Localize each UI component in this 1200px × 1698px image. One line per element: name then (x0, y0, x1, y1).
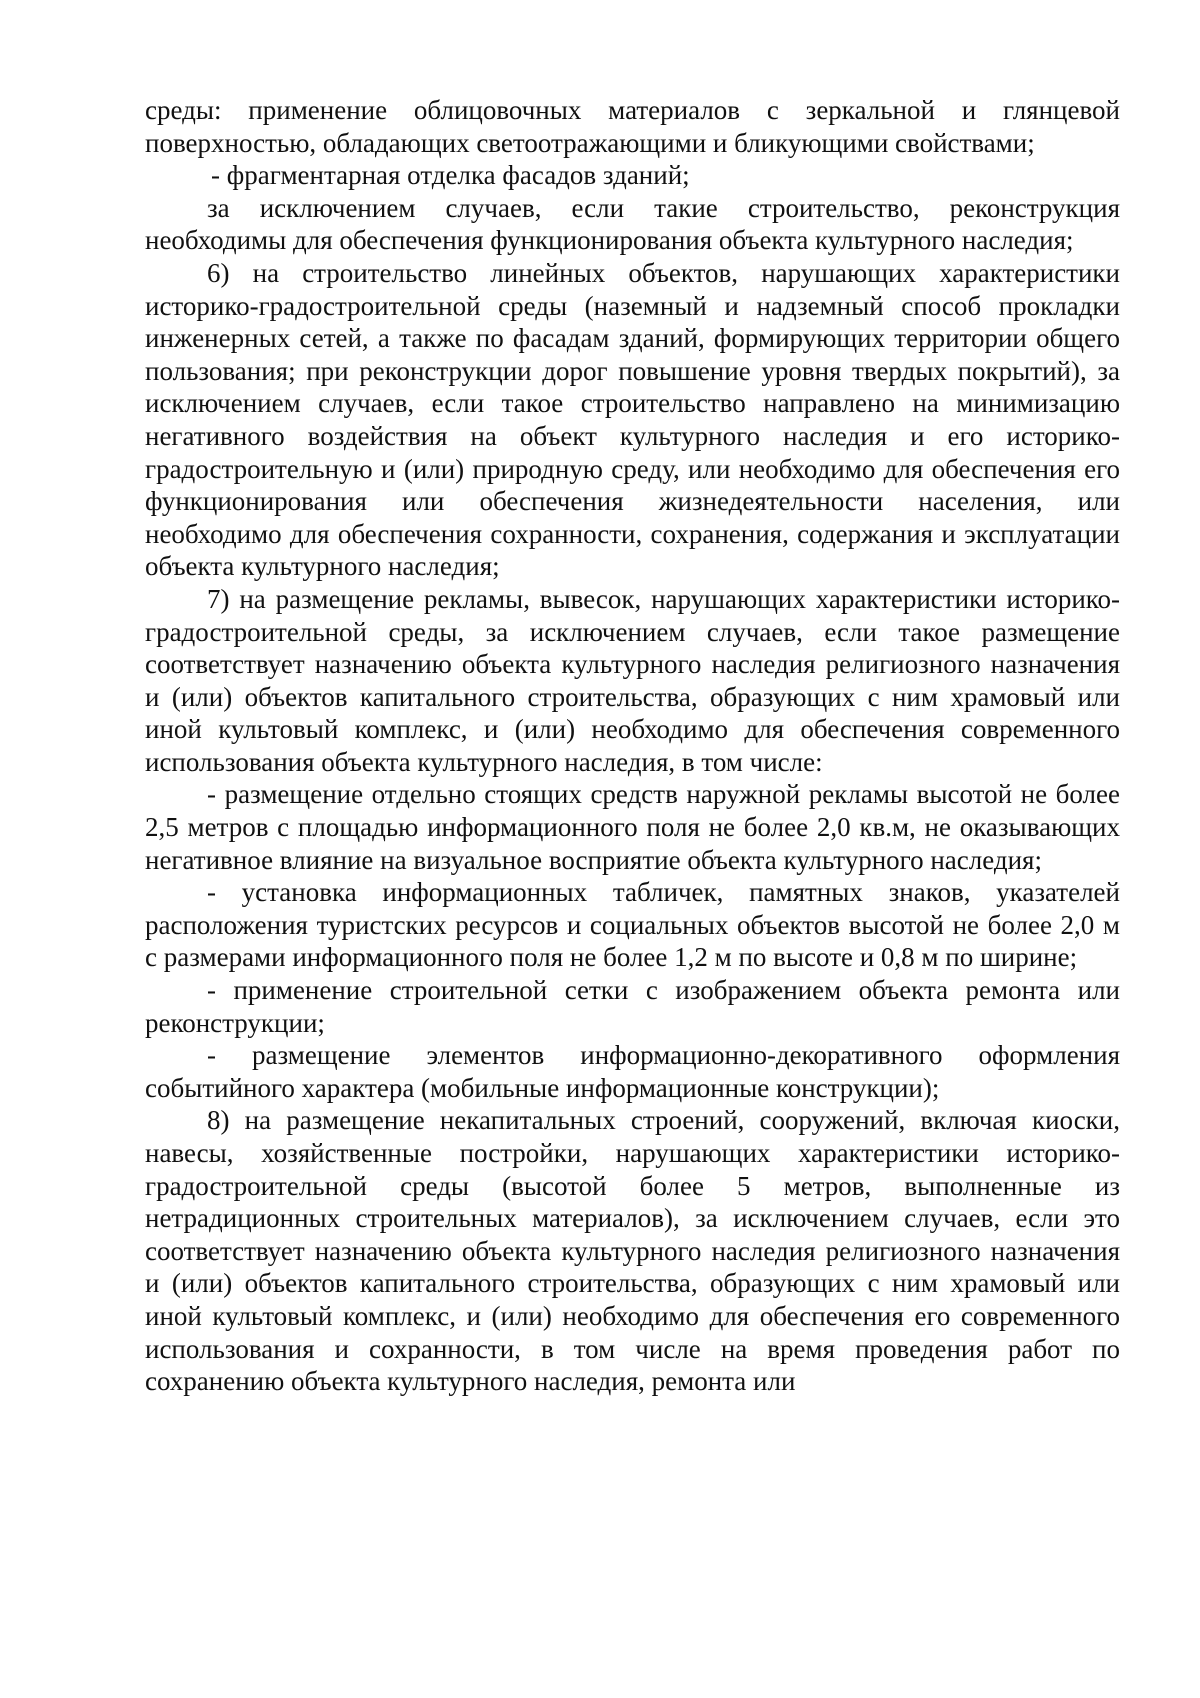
paragraph-info-plates: - установка информационных табличек, памятных знаков, указателей расположения туристских ресурсов и социальных объектов высотой не более 2,0 м с размерами информационного поля не более 1,2 м по высоте и 0,8 м по ширине; (145, 877, 1120, 973)
paragraph-construction-mesh: - применение строительной сетки с изображением объекта ремонта или реконструкции; (145, 975, 1120, 1038)
paragraph-item-6: 6) на строительство линейных объектов, нарушающих характеристики историко-градостроительной среды (наземный и надземный способ прокладки инженерных сетей, а также по фасадам зданий, формирующих территории общего пользования; при реконструкции дорог повышение уровня твердых покрытий), за исключением случаев, если такое строительство направлено на минимизацию негативного воздействия на объект культурного наследия и его историко-градостроительную и (или) природную среду, или необходимо для обеспечения его функционирования или обеспечения жизнедеятельности населения, или необходимо для обеспечения сохранности, сохранения, содержания и эксплуатации объекта культурного наследия; (145, 257, 1120, 582)
paragraph-item-8: 8) на размещение некапитальных строений, сооружений, включая киоски, навесы, хозяйственные постройки, нарушающих характеристики историко-градостроительной среды (высотой более 5 метров, выполненные из нетрадиционных строительных материалов), за исключением случаев, если это соответствует назначению объекта культурного наследия религиозного назначения и (или) объектов капитального строительства, образующих с ним храмовый или иной культовый комплекс, и (или) необходимо для обеспечения его современного использования и сохранности, в том числе на время проведения работ по сохранению объекта культурного наследия, ремонта или (145, 1105, 1120, 1397)
paragraph-mirror-facing-continuation: среды: применение облицовочных материалов с зеркальной и глянцевой поверхностью, обладающих светоотражающими и бликующими свойствами; (145, 95, 1120, 158)
paragraph-item-7: 7) на размещение рекламы, вывесок, нарушающих характеристики историко-градостроительной среды, за исключением случаев, если такое размещение соответствует назначению объекта культурного наследия религиозного назначения и (или) объектов капитального строительства, образующих с ним храмовый или иной культовый комплекс, и (или) необходимо для обеспечения современного использования объекта культурного наследия, в том числе: (145, 583, 1120, 777)
paragraph-fragmentary-finishing: - фрагментарная отделка фасадов зданий; (211, 160, 690, 191)
paragraph-decorative-elements: - размещение элементов информационно-декоративного оформления событийного характера (мобильные информационные конструкции); (145, 1040, 1120, 1103)
paragraph-outdoor-advertising: - размещение отдельно стоящих средств наружной рекламы высотой не более 2,5 метров с площадью информационного поля не более 2,0 кв.м, не оказывающих негативное влияние на визуальное восприятие объекта культурного наследия; (145, 779, 1120, 875)
document-page (145, 94, 1120, 1398)
paragraph-exception-clause: за исключением случаев, если такие строительство, реконструкция необходимы для обеспечения функционирования объекта культурного наследия; (145, 192, 1120, 256)
